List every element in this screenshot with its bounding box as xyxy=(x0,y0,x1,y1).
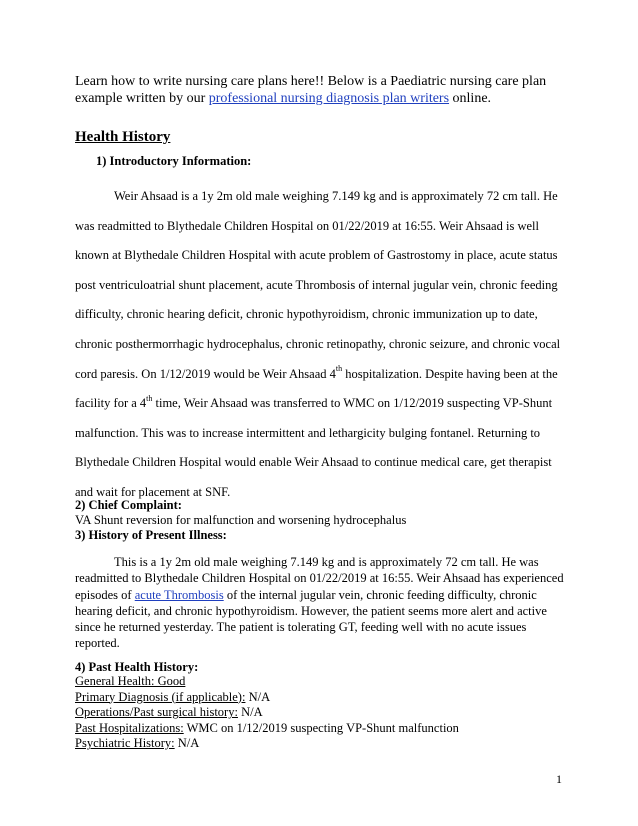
intro-text-end: online. xyxy=(449,91,492,106)
intro-info-text-2: hospitalization. Despite having been at the facility for a 4 xyxy=(75,366,558,411)
history-row-operations xyxy=(75,705,567,721)
history-value: N/A xyxy=(174,736,200,751)
history-value: N/A xyxy=(245,689,271,704)
page-number: 1 xyxy=(556,772,562,786)
intro-info-paragraph xyxy=(75,182,567,508)
history-row-primary-diagnosis xyxy=(75,690,567,706)
ordinal-suffix: th xyxy=(146,394,153,403)
intro-info-heading: 1) Introductory Information: xyxy=(96,154,252,168)
present-illness-paragraph xyxy=(75,554,567,652)
intro-paragraph xyxy=(75,73,567,107)
history-label: Operations/Past surgical history: xyxy=(75,705,238,720)
history-label: General Health: Good xyxy=(75,674,186,688)
health-history-heading: Health History xyxy=(75,129,171,145)
history-row-psychiatric xyxy=(75,736,567,752)
past-health-list xyxy=(75,674,567,752)
chief-complaint-heading: 2) Chief Complaint: xyxy=(75,498,182,512)
intro-info-text-1: Weir Ahsaad is a 1y 2m old male weighing 7.149 kg and is approximately 72 cm tall. He was readmitted to Blythedale Children Hospital on 01/22/2019 at 16:55. Weir Ahsaad is well known at Blythedale Children Hospital with acute problem of Gastrostomy in place, acute status post ventriculoatrial shunt placement, acute Thrombosis of internal jugular vein, chronic feeding difficulty, chronic hearing deficit, chronic hypothyroidism, chronic immunization up to date, chronic posthermorrhagic hydrocephalus, chronic retinopathy, chronic seizure, and chronic vocal cord paresis. On 1/12/2019 would be Weir Ahsaad 4 xyxy=(75,189,561,381)
intro-text: Learn how to write nursing care plans here!! Below is a Paediatric nursing care plan example written by our xyxy=(75,74,547,106)
present-illness-text-1: This is a 1y 2m old male weighing 7.149 kg and is approximately 72 cm tall. He was readmitted to Blythedale Children Hospital on 01/22/2019 at 16:55. Weir Ahsaad has experienced episodes of xyxy=(75,555,564,602)
history-label: Primary Diagnosis (if applicable): xyxy=(75,689,246,704)
intro-info-text-3: time, Weir Ahsaad was transferred to WMC on 1/12/2019 suspecting VP-Shunt malfunction. This was to increase intermittent and lethargicity bulging fontanel. Returning to Blythedale Children Hospital would enable Weir Ahsaad to continue medical care, get therapist and wait for placement at SNF. xyxy=(75,396,553,499)
history-value: WMC on 1/12/2019 suspecting VP-Shunt malfunction xyxy=(183,720,459,735)
chief-complaint-text: VA Shunt reversion for malfunction and worsening hydrocephalus xyxy=(75,513,407,527)
history-row-general-health xyxy=(75,674,567,690)
present-illness-text-2: of the internal jugular vein, chronic feeding difficulty, chronic hearing deficit, and chronic hypothyroidism. However, the patient seems more alert and active since he returned yesterday. The patient is tolerating GT, feeding well with no acute issues reported. xyxy=(75,587,547,651)
history-label: Past Hospitalizations: xyxy=(75,720,184,735)
ordinal-suffix: th xyxy=(335,364,343,374)
history-label: Psychiatric History: xyxy=(75,736,175,751)
history-value: N/A xyxy=(237,705,263,720)
history-row-hospitalizations xyxy=(75,721,567,737)
writers-link[interactable]: professional nursing diagnosis plan writers xyxy=(208,91,450,106)
present-illness-heading: 3) History of Present Illness: xyxy=(75,528,227,542)
thrombosis-link[interactable]: acute Thrombosis xyxy=(134,587,224,602)
past-health-heading: 4) Past Health History: xyxy=(75,660,199,674)
